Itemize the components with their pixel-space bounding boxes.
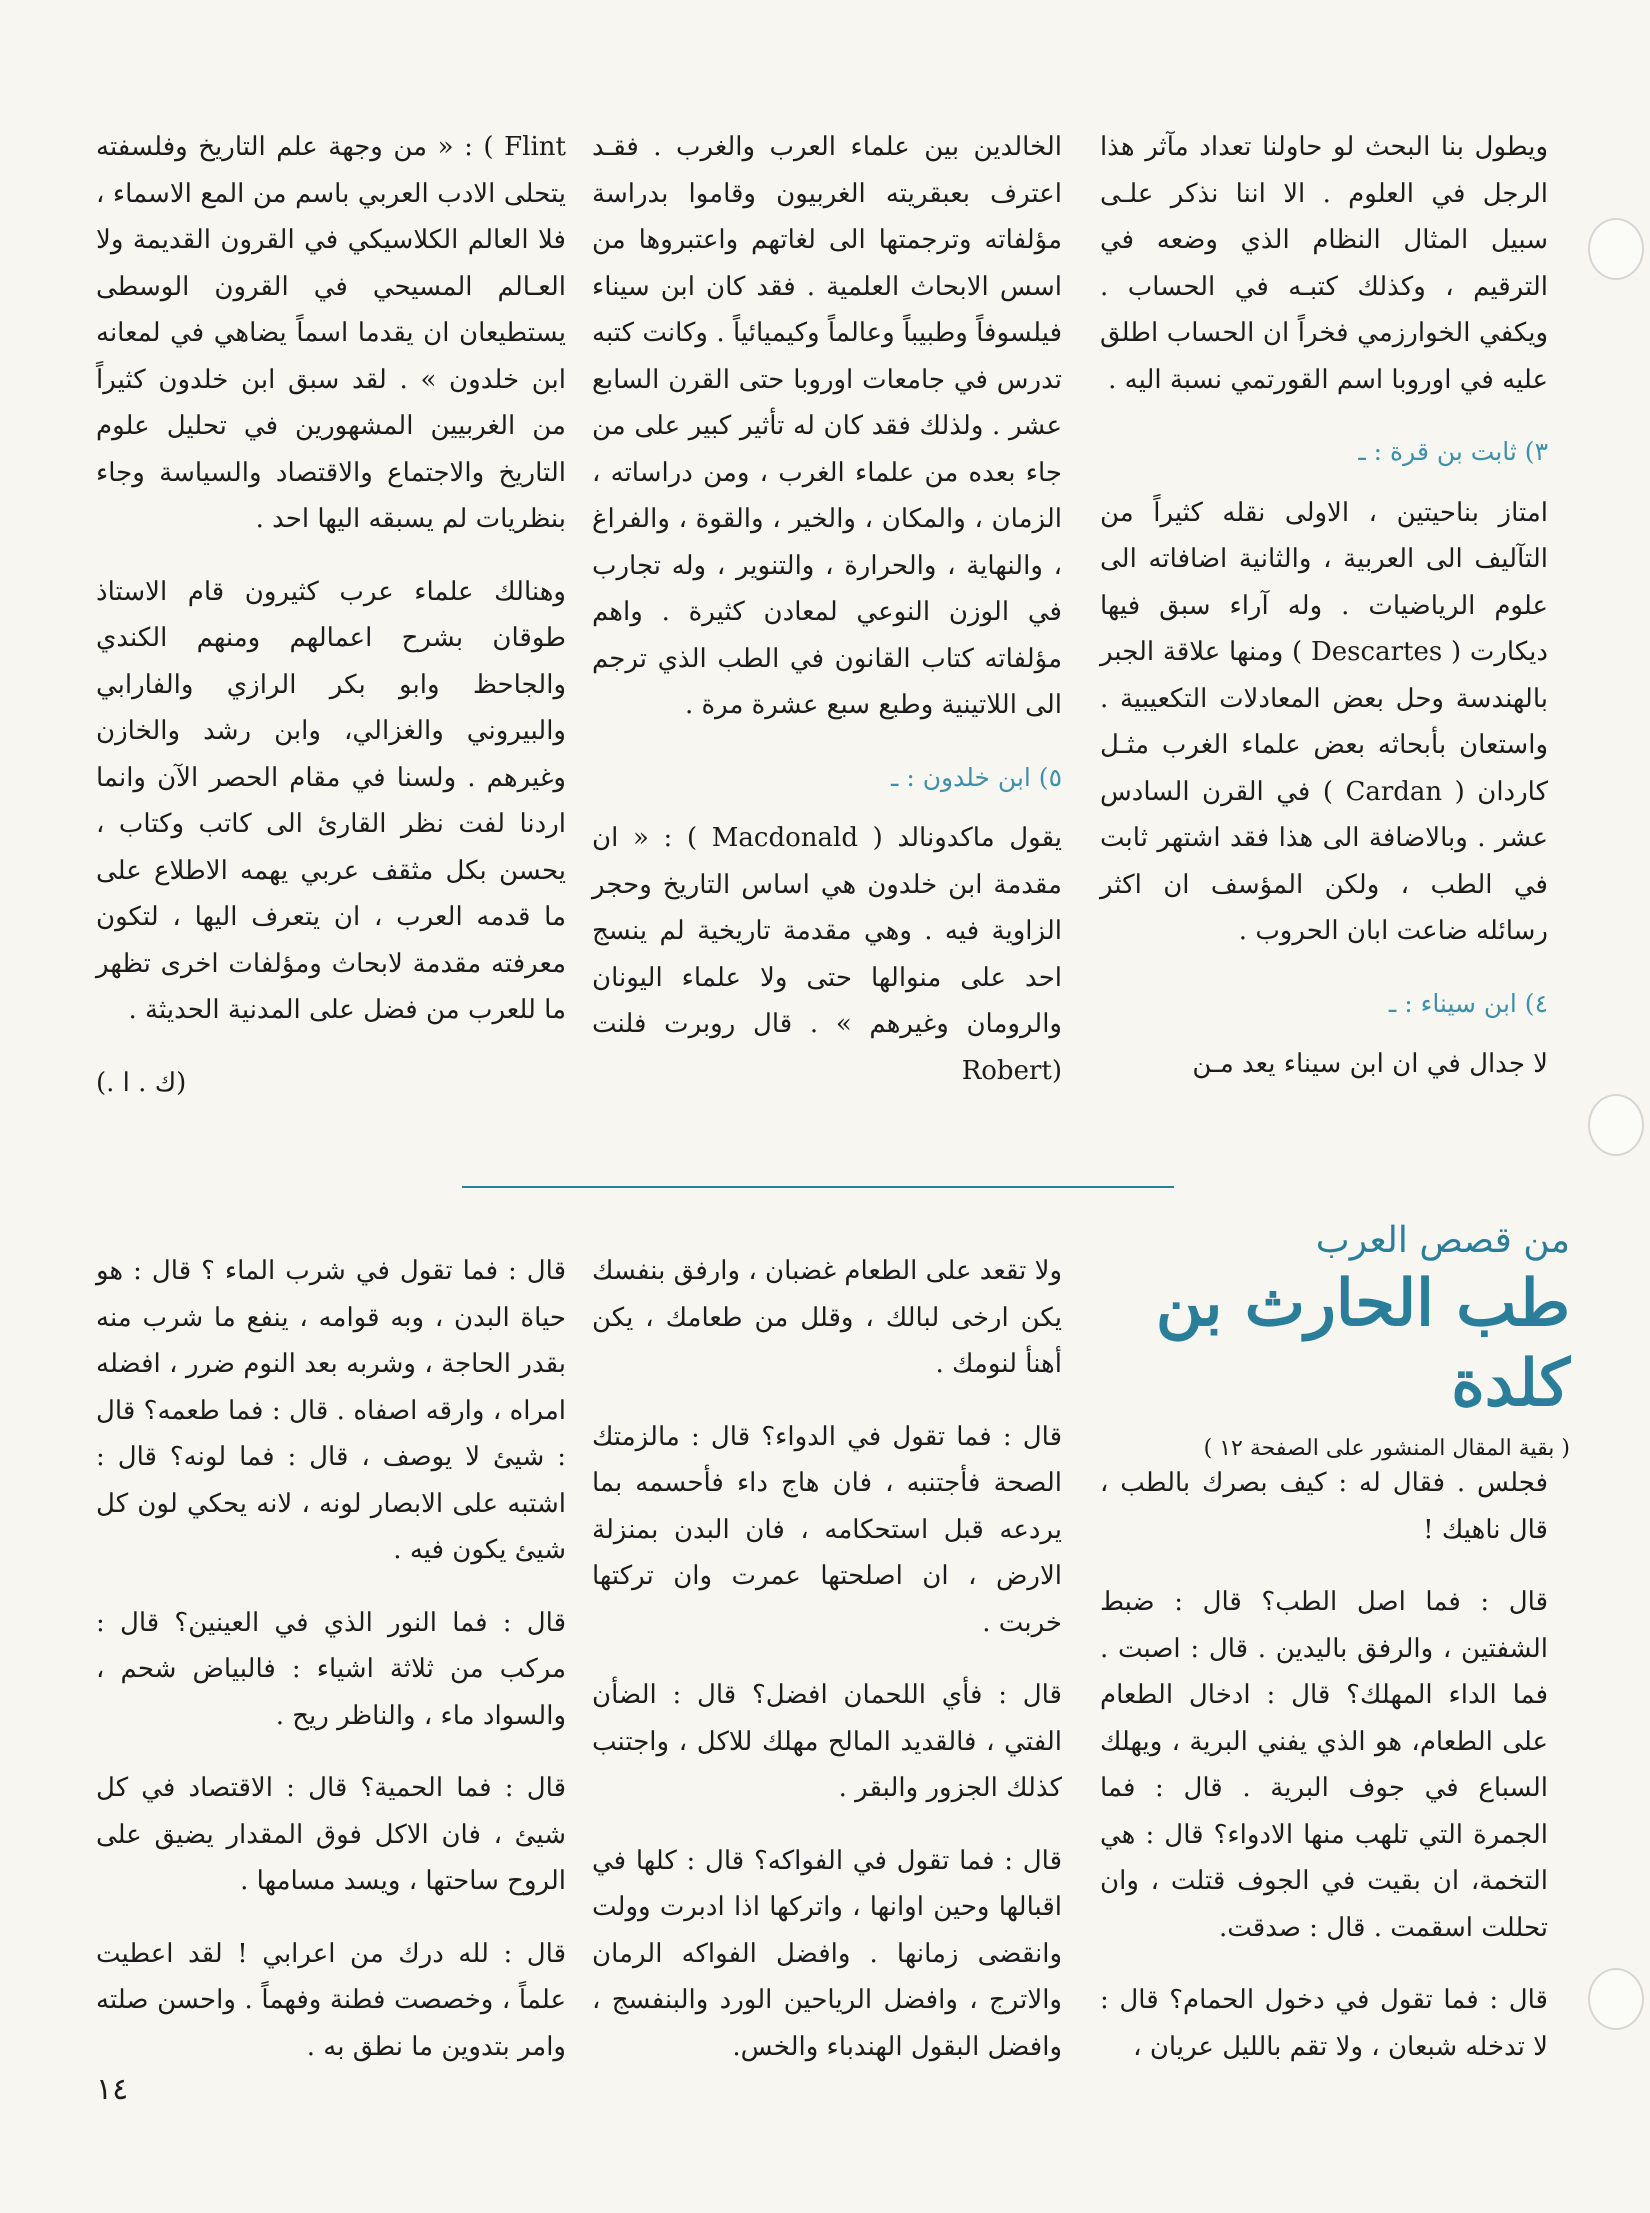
top-middle-column (592, 124, 1062, 1120)
punch-hole (1588, 1094, 1644, 1156)
article-series: من قصص العرب (1315, 1220, 1570, 1261)
article-title: طب الحارث بن كلدة (1155, 1266, 1570, 1421)
punch-hole (1588, 1968, 1644, 2030)
paragraph: Flint ) : « من وجهة علم التاريخ وفلسفته يتحلى الادب العربي باسم من المع الاسماء ، فلا العالم الكلاسيكي في القرون القديمة ولا العـالم المسيحي في القرون الوسطى يستطيعان ان يقدما اسماً يضاهي في لمعانه ابن خلدون » . لقد سبق ابن خلدون كثيراً من الغربيين المشهورين في تحليل علوم التاريخ والاجتماع والاقتصاد والسياسة وجاء بنظريات لم يسبقه اليها احد . (96, 132, 566, 534)
paragraph: فجلس . فقال له : كيف بصرك بالطب ، قال ناهيك ! (1100, 1468, 1548, 1545)
paragraph: قال : فما تقول في شرب الماء ؟ قال : هو حياة البدن ، وبه قوامه ، ينفع ما شرب منه بقدر الحاجة ، وشربه بعد النوم ضرر ، افضله امراه ، وارقه اصفاه . قال : فما طعمه؟ قال : شيئ لا يوصف ، قال : فما لونه؟ قال : اشتبه على الابصار لونه ، لانه يحكي لون كل شيئ يكون فيه . (96, 1256, 566, 1565)
paragraph: الخالدين بين علماء العرب والغرب . فقـد اعترف بعبقريته الغربيون وقاموا بدراسة مؤلفاته وترجمتها الى لغاتهم واعتبروها من اسس الابحاث العلمية . فقد كان ابن سيناء فيلسوفاً وطبيباً وعالماً وكيميائياً . وكانت كتبه تدرس في جامعات اوروبا حتى القرن السابع عشر . ولذلك فقد كان له تأثير كبير على من جاء بعده من علماء الغرب ، ومن دراساته ، الزمان ، والمكان ، والخير ، والقوة ، والفراغ ، والنهاية ، والحرارة ، والتنوير ، وله تجارب في الوزن النوعي لمعادن كثيرة . واهم مؤلفاته كتاب القانون في الطب الذي ترجم الى اللاتينية وطبع سبع عشرة مرة . (592, 132, 1062, 720)
bottom-middle-column (592, 1248, 1062, 2096)
paragraph: ولا تقعد على الطعام غضبان ، وارفق بنفسك يكن ارخى لبالك ، وقلل من طعامك ، يكن أهنأ لنومك . (592, 1256, 1062, 1379)
continued-note: ( بقية المقال المنشور على الصفحة ١٢ ) (1203, 1436, 1570, 1461)
article-header (1090, 1218, 1570, 1466)
paragraph: قال : فما تقول في الفواكه؟ قال : كلها في اقبالها وحين اوانها ، واتركها اذا ادبرت وولت وانقضى زمانها . وافضل الفواكه الرمان والاترج ، وافضل الرياحين الورد والبنفسج ، وافضل البقول الهندباء والخس. (592, 1845, 1062, 2062)
top-left-column (96, 124, 566, 1106)
section-heading-thabit: ٣) ثابت بن قرة : ـ (1358, 437, 1548, 466)
bottom-left-column (96, 1248, 566, 2096)
author-signature: (ك . ا .) (96, 1067, 187, 1098)
top-right-column (1100, 124, 1548, 1114)
paragraph: قال : فما تقول في دخول الحمام؟ قال : لا تدخله شبعان ، ولا تقم بالليل عريان ، (1100, 1985, 1548, 2062)
section-heading-ibn-sina: ٤) ابن سيناء : ـ (1388, 988, 1548, 1018)
paragraph: قال : لله درك من اعرابي ! لقد اعطيت علماً ، وخصصت فطنة وفهماً . واحسن صلته وامر بتدوين ما نطق به . (96, 1938, 566, 2062)
bottom-right-column (1100, 1460, 1548, 2096)
paragraph: قال : فما الحمية؟ قال : الاقتصاد في كل شيئ ، فان الاكل فوق المقدار يضيق على الروح ساحتها ، ويسد مسامها . (96, 1773, 566, 1896)
paragraph: ويطول بنا البحث لو حاولنا تعداد مآثر هذا الرجل في العلوم . الا اننا نذكر علـى سبيل المثال النظام الذي وضعه في الترقيم ، وكذلك كتبـه في الحساب . ويكفي الخوارزمي فخراً ان الحساب اطلق عليه في اوروبا اسم القورتمي نسبة اليه . (1100, 132, 1548, 395)
paragraph: قال : فأي اللحمان افضل؟ قال : الضأن الفتي ، فالقديد المالح مهلك للاكل ، واجتنب كذلك الجزور والبقر . (592, 1680, 1062, 1803)
punch-hole (1588, 218, 1644, 280)
paragraph: قال : فما تقول في الدواء؟ قال : مالزمتك الصحة فأجتنبه ، فان هاج داء فأحسمه بما يردعه قبل استحكامه ، فان البدن بمنزلة الارض ، ان اصلحتها عمرت وان تركتها خربت . (592, 1421, 1062, 1638)
section-heading-ibn-khaldun: ٥) ابن خلدون : ـ (891, 762, 1062, 792)
page-number: ١٤ (96, 2072, 129, 2107)
paragraph: لا جدال في ان ابن سيناء يعد مـن (1192, 1049, 1548, 1079)
paragraph: قال : فما اصل الطب؟ قال : ضبط الشفتين ، والرفق باليدين . قال : اصبت . فما الداء المهلك؟ قال : ادخال الطعام على الطعام، هو الذي يفني البرية ، ويهلك السباع في جوف البرية . قال : فما الجمرة التي تلهب منها الادواء؟ قال : هي التخمة، ان بقيت في الجوف قتلت ، وان تحللت اسقمت . قال : صدقت. (1100, 1587, 1548, 1943)
paragraph: امتاز بناحيتين ، الاولى نقله كثيراً من التآليف الى العربية ، والثانية اضافاته الى علوم الرياضيات . وله آراء سبق فيها ديكارت ( Descartes ) ومنها علاقة الجبر بالهندسة وحل بعض المعادلات التكعيبية . واستعان بأبحاثه بعض علماء الغرب مثـل كاردان ( Cardan ) في القرن السادس عشر . وبالاضافة الى هذا فقد اشتهر ثابت في الطب ، ولكن المؤسف ان اكثر رسائله ضاعت ابان الحروب . (1100, 497, 1548, 946)
section-divider (462, 1186, 1174, 1188)
paragraph: يقول ماكدونالد ( Macdonald ) : « ان مقدمة ابن خلدون هي اساس التاريخ وحجر الزاوية فيه . وهي مقدمة تاريخية لم ينسج احد على منوالها حتى ولا علماء اليونان والرومان وغيرهم » . قال روبرت فلنت (Robert (592, 823, 1062, 1086)
paragraph: وهنالك علماء عرب كثيرون قام الاستاذ طوقان بشرح اعمالهم ومنهم الكندي والجاحظ وابو بكر الرازي والفارابي والبيروني والغزالي، وابن رشد والخازن وغيرهم . ولسنا في مقام الحصر الآن وانما اردنا لفت نظر القارئ الى كاتب وكتاب ، يحسن بكل مثقف عربي يهمه الاطلاع على ما قدمه العرب ، ان يتعرف اليها ، لتكون معرفته مقدمة لابحاث ومؤلفات اخرى تظهر ما للعرب من فضل على المدنية الحديثة . (96, 576, 566, 1025)
paragraph: قال : فما النور الذي في العينين؟ قال : مركب من ثلاثة اشياء : فالبياض شحم ، والسواد ماء ، والناظر ريح . (96, 1607, 566, 1731)
